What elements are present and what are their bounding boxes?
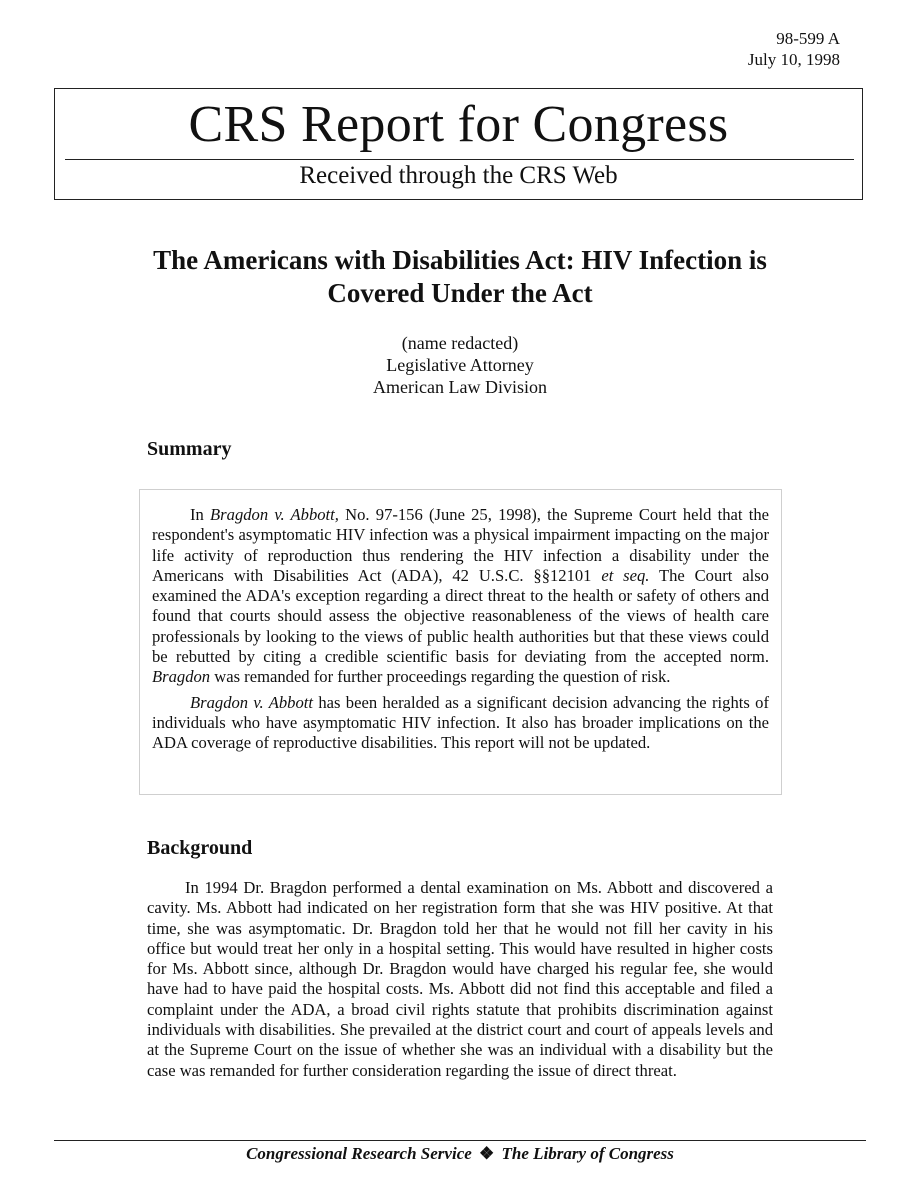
summary-paragraph-2 xyxy=(152,693,769,754)
report-date: July 10, 1998 xyxy=(747,50,840,69)
masthead-rule xyxy=(65,159,854,160)
case-citation: Bragdon xyxy=(152,667,211,687)
footer-rule xyxy=(54,1140,866,1141)
author-role: Legislative Attorney xyxy=(386,355,534,375)
summary-text: has been heralded as a significant decision advancing the rights of individuals who have asymptomatic HIV infection. It also has broader implications on the ADA coverage of reproductive disabilities. This report will not be updated. xyxy=(152,692,769,753)
author-block xyxy=(260,332,660,398)
report-title: The Americans with Disabilities Act: HIV Infection is Covered Under the Act xyxy=(153,245,767,308)
report-number: 98-599 A xyxy=(776,29,840,48)
summary-box xyxy=(139,489,782,795)
case-citation: Bragdon v. Abbott xyxy=(190,692,313,712)
summary-text: In xyxy=(190,505,211,524)
footer xyxy=(0,1143,920,1165)
background-section xyxy=(147,878,773,1081)
author-division: American Law Division xyxy=(373,377,547,397)
masthead-subtitle: Received through the CRS Web xyxy=(299,162,618,189)
case-citation: Bragdon v. Abbott, xyxy=(210,505,339,524)
summary-text: was remanded for further proceedings regarding the question of risk. xyxy=(210,667,671,687)
diamond-ornament-icon: ❖ xyxy=(479,1144,495,1163)
author-name: (name redacted) xyxy=(401,333,519,353)
background-heading: Background xyxy=(147,837,253,859)
masthead xyxy=(54,88,863,200)
report-identifier xyxy=(748,28,840,70)
footer-library: The Library of Congress xyxy=(501,1144,674,1163)
summary-text: The Court also examined the ADA's exception regarding a direct threat to the health or safety of others and found that courts should assess the objective reasonableness of the views of health care professionals by looking to the views of public health authorities but that these views could be rebutted by citing a credible scientific basis for deviating from the accepted norm. xyxy=(152,565,769,667)
summary-paragraph-1 xyxy=(152,505,769,688)
masthead-title: CRS Report for Congress xyxy=(188,96,729,153)
footer-organization: Congressional Research Service xyxy=(246,1144,472,1163)
summary-heading: Summary xyxy=(147,438,232,460)
summary-text: No. 97-156 (June 25, 1998), the Supreme Court held that the respondent's asymptomatic HIV infection was a physical impairment impacting on the major life activity of reproduction thus rendering the HIV infection a disability under the Americans with Disabilities Act (ADA), 42 U.S.C. §§12101 xyxy=(152,505,769,585)
et-seq: et seq. xyxy=(601,565,650,585)
background-paragraph: In 1994 Dr. Bragdon performed a dental examination on Ms. Abbott and discovered a cavity. Ms. Abbott had indicated on her registration form that she was HIV positive. At that time, she was asymptomatic. Dr. Bragdon told her that he would not fill her cavity in his office but would treat her only in a hospital setting. This would have resulted in higher costs for Ms. Abbott since, although Dr. Bragdon would have charged his regular fee, she would have had to have paid the hospital costs. Ms. Abbott did not find this acceptable and filed a complaint under the ADA, a broad civil rights statute that prohibits discrimination against individuals with disabilities. She prevailed at the district court and court of appeals levels and at the Supreme Court on the issue of whether she was an individual with a disability but the case was remanded for further consideration regarding the issue of direct threat. xyxy=(147,878,773,1080)
